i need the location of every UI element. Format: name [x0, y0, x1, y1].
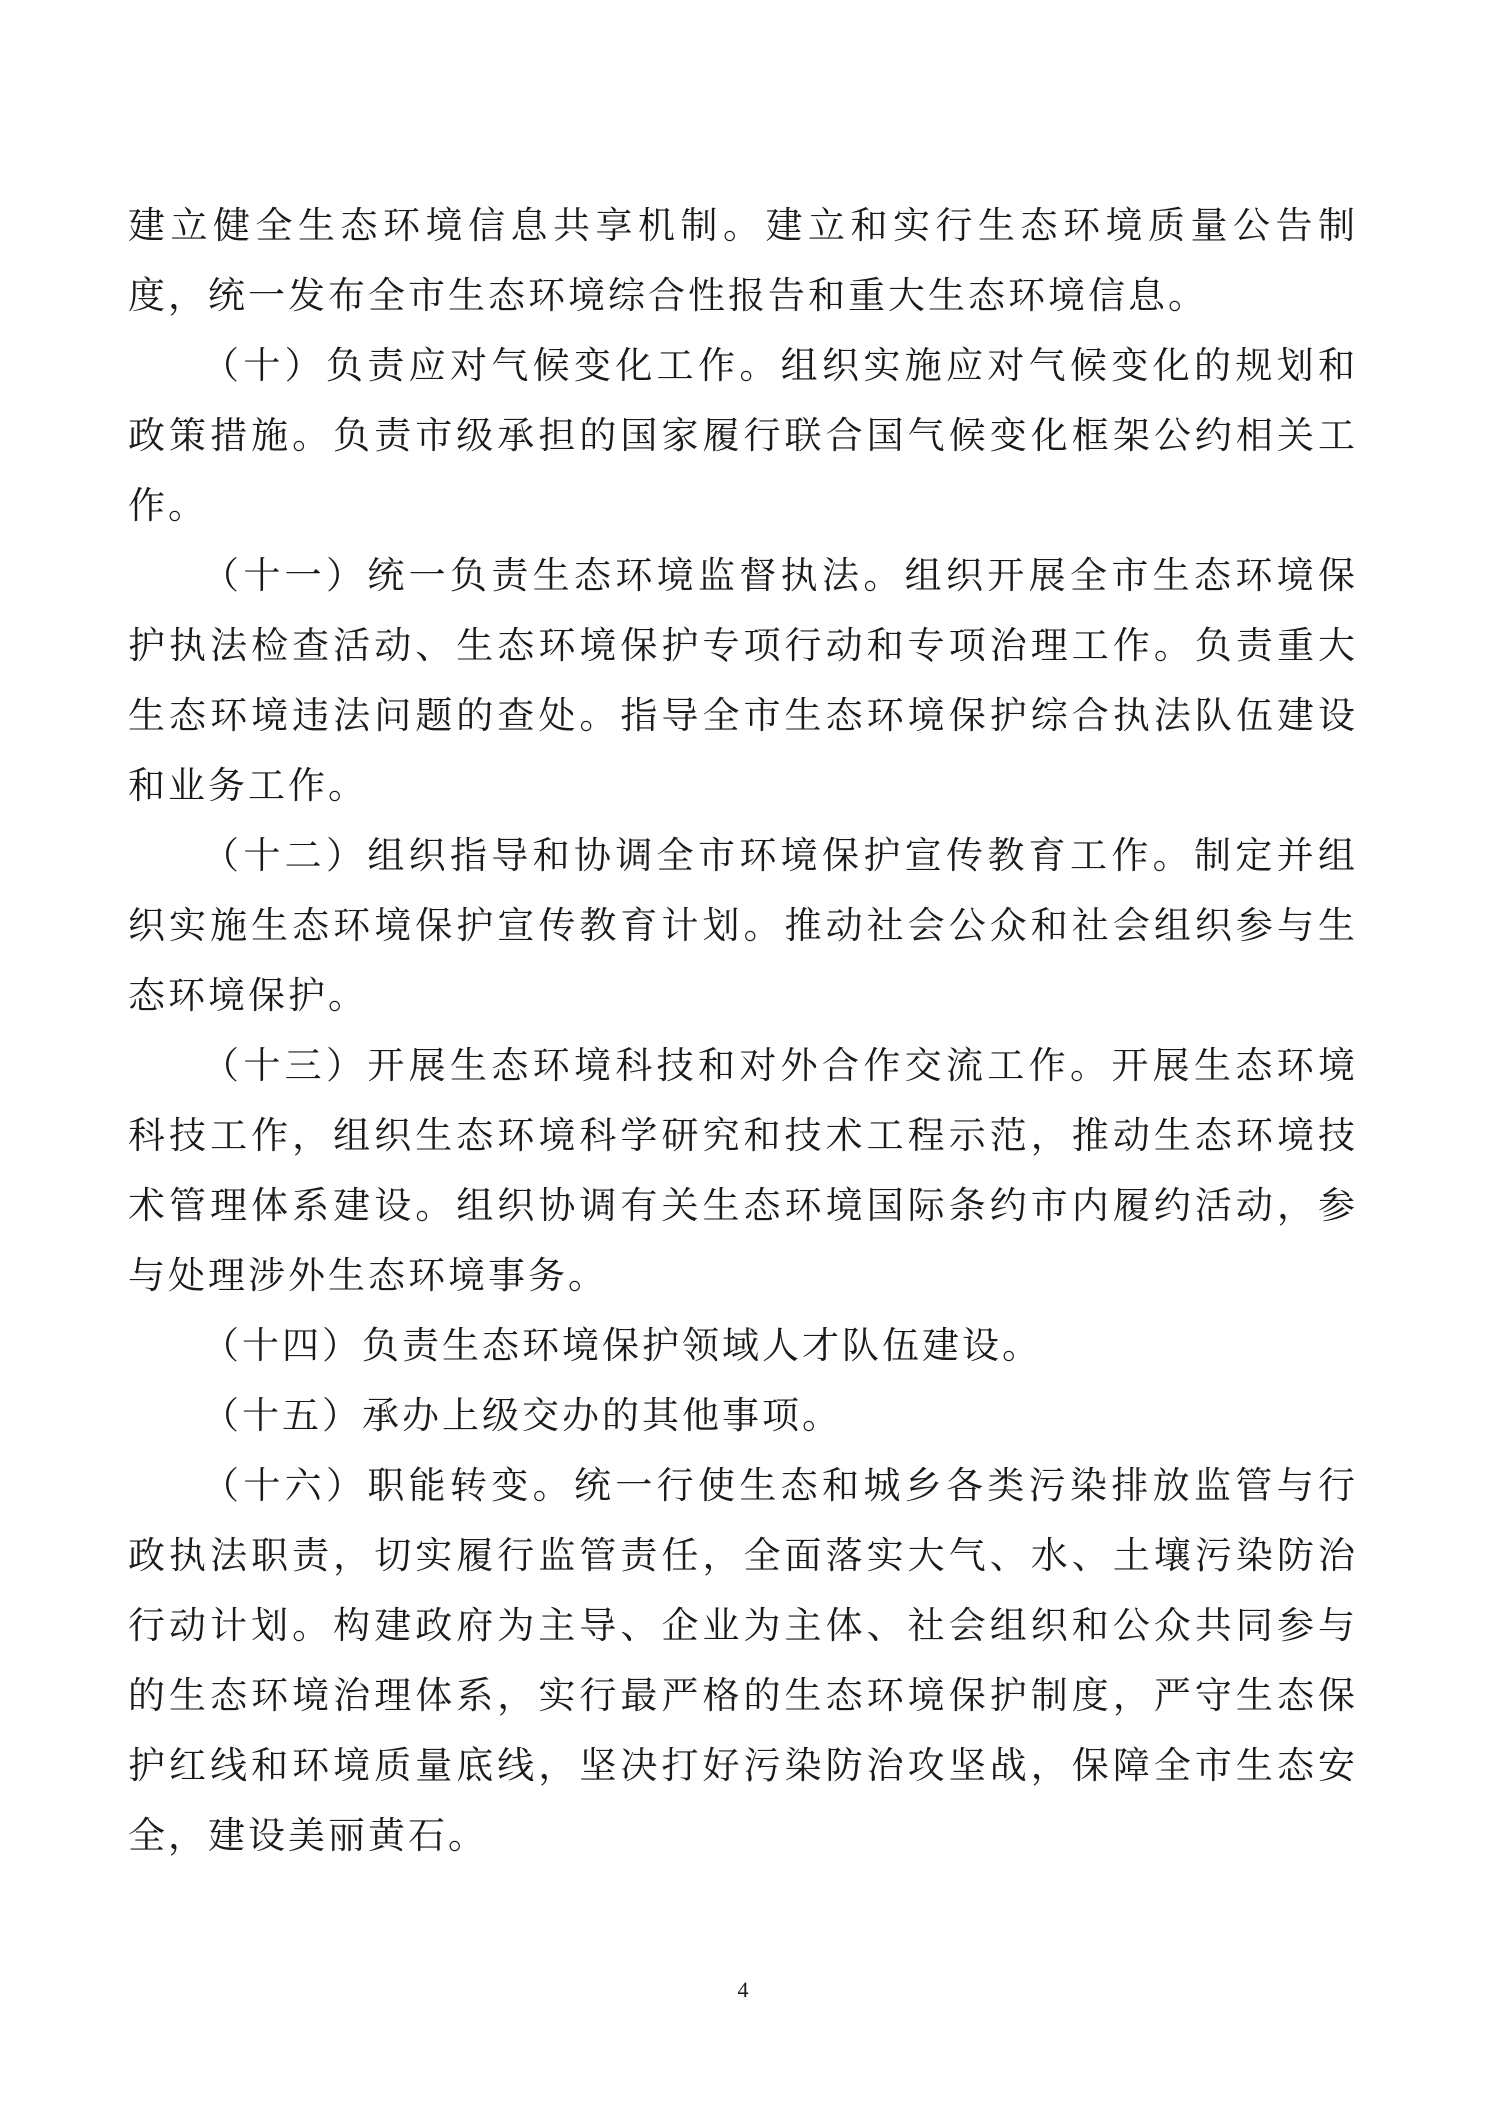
paragraph-item-10-climate-change: （十）负责应对气候变化工作。组织实施应对气候变化的规划和政策措施。负责市级承担的国家履行联合国气候变化框架公约相关工作。 [128, 344, 1358, 527]
document-body [128, 191, 1358, 1871]
paragraph-item-16-function-transformation: （十六）职能转变。统一行使生态和城乡各类污染排放监管与行政执法职责，切实履行监管责任，全面落实大气、水、土壤污染防治行动计划。构建政府为主导、企业为主体、社会组织和公众共同参与的生态环境治理体系，实行最严格的生态环境保护制度，严守生态保护红线和环境质量底线，坚决打好污染防治攻坚战，保障全市生态安全，建设美丽黄石。 [128, 1464, 1358, 1857]
paragraph-item-11-enforcement: （十一）统一负责生态环境监督执法。组织开展全市生态环境保护执法检查活动、生态环境保护专项行动和专项治理工作。负责重大生态环境违法问题的查处。指导全市生态环境保护综合执法队伍建设和业务工作。 [128, 554, 1358, 807]
paragraph-item-14-talent: （十四）负责生态环境保护领域人才队伍建设。 [202, 1324, 1042, 1367]
paragraph-env-info-sharing: 建立健全生态环境信息共享机制。建立和实行生态环境质量公告制度，统一发布全市生态环境综合性报告和重大生态环境信息。 [128, 204, 1358, 317]
paragraph-item-15-other-matters: （十五）承办上级交办的其他事项。 [202, 1394, 842, 1437]
page-number: 4 [737, 1977, 749, 2002]
paragraph-item-12-publicity-education: （十二）组织指导和协调全市环境保护宣传教育工作。制定并组织实施生态环境保护宣传教育计划。推动社会公众和社会组织参与生态环境保护。 [128, 834, 1358, 1017]
paragraph-item-13-science-cooperation: （十三）开展生态环境科技和对外合作交流工作。开展生态环境科技工作，组织生态环境科学研究和技术工程示范，推动生态环境技术管理体系建设。组织协调有关生态环境国际条约市内履约活动，参与处理涉外生态环境事务。 [128, 1044, 1358, 1297]
